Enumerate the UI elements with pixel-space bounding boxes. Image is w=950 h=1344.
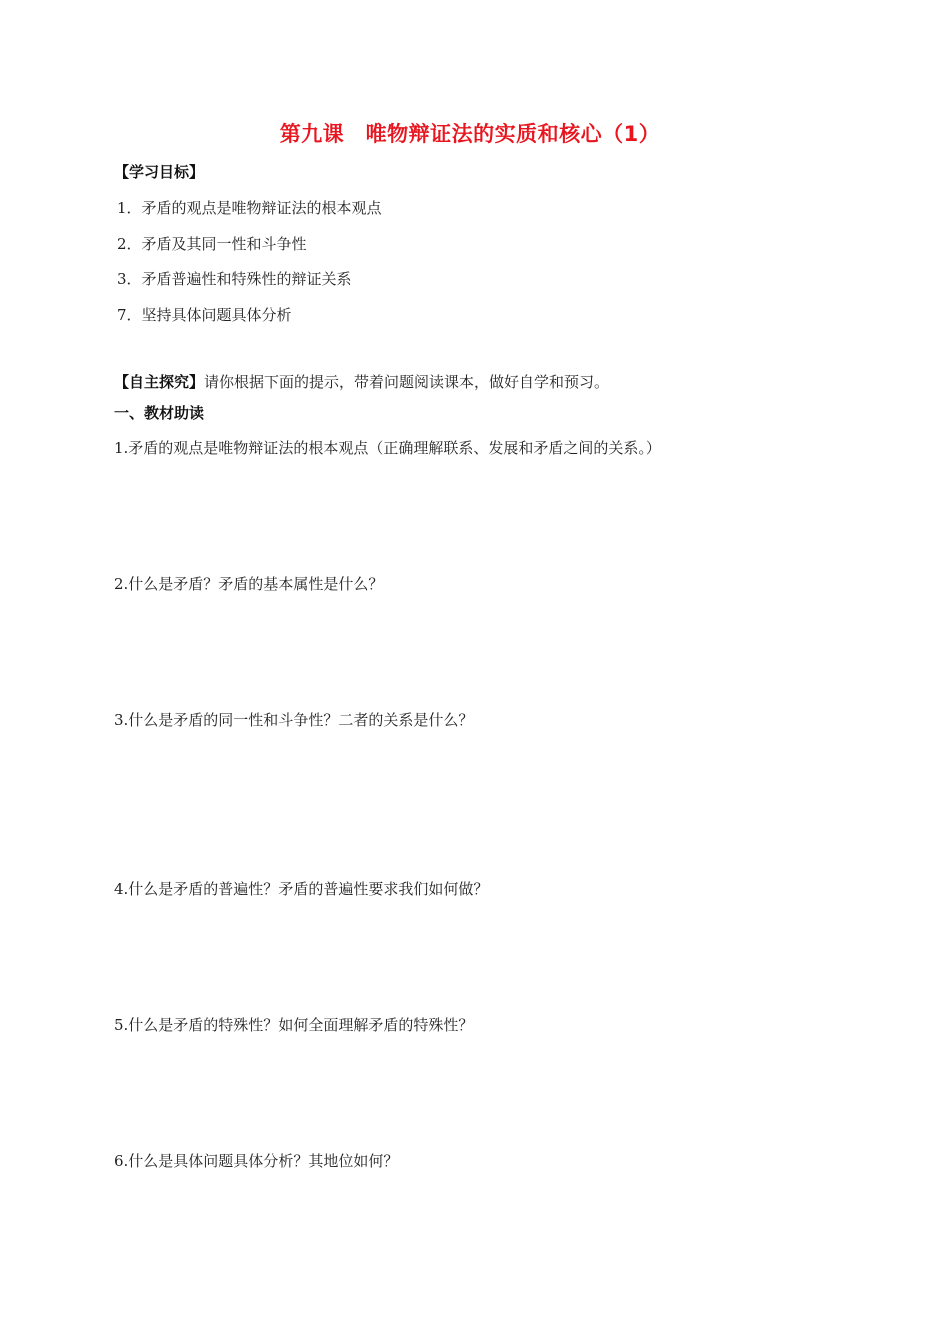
objective-item: 2．矛盾及其同一性和斗争性 <box>117 235 307 253</box>
question-item: 3.什么是矛盾的同一性和斗争性？二者的关系是什么？ <box>114 711 474 729</box>
question-item: 5.什么是矛盾的特殊性？如何全面理解矛盾的特殊性？ <box>114 1016 474 1034</box>
page-title: 第九课 唯物辩证法的实质和核心（1） <box>279 122 661 146</box>
explore-paragraph <box>114 375 609 390</box>
section-heading: 一、教材助读 <box>114 404 205 422</box>
question-item: 6.什么是具体问题具体分析？其地位如何？ <box>114 1152 399 1170</box>
explore-text: 请你根据下面的提示，带着问题阅读课本，做好自学和预习。 <box>204 373 610 391</box>
explore-heading: 【自主探究】 <box>114 373 205 391</box>
objective-item: 1．矛盾的观点是唯物辩证法的根本观点 <box>117 199 382 217</box>
objective-item: 7．坚持具体问题具体分析 <box>117 306 292 324</box>
objectives-heading: 【学习目标】 <box>114 163 205 181</box>
question-item: 2.什么是矛盾？矛盾的基本属性是什么？ <box>114 575 384 593</box>
question-item: 4.什么是矛盾的普遍性？矛盾的普遍性要求我们如何做？ <box>114 880 489 898</box>
objective-item: 3．矛盾普遍性和特殊性的辩证关系 <box>117 270 352 288</box>
question-item: 1.矛盾的观点是唯物辩证法的根本观点（正确理解联系、发展和矛盾之间的关系。） <box>114 439 661 457</box>
